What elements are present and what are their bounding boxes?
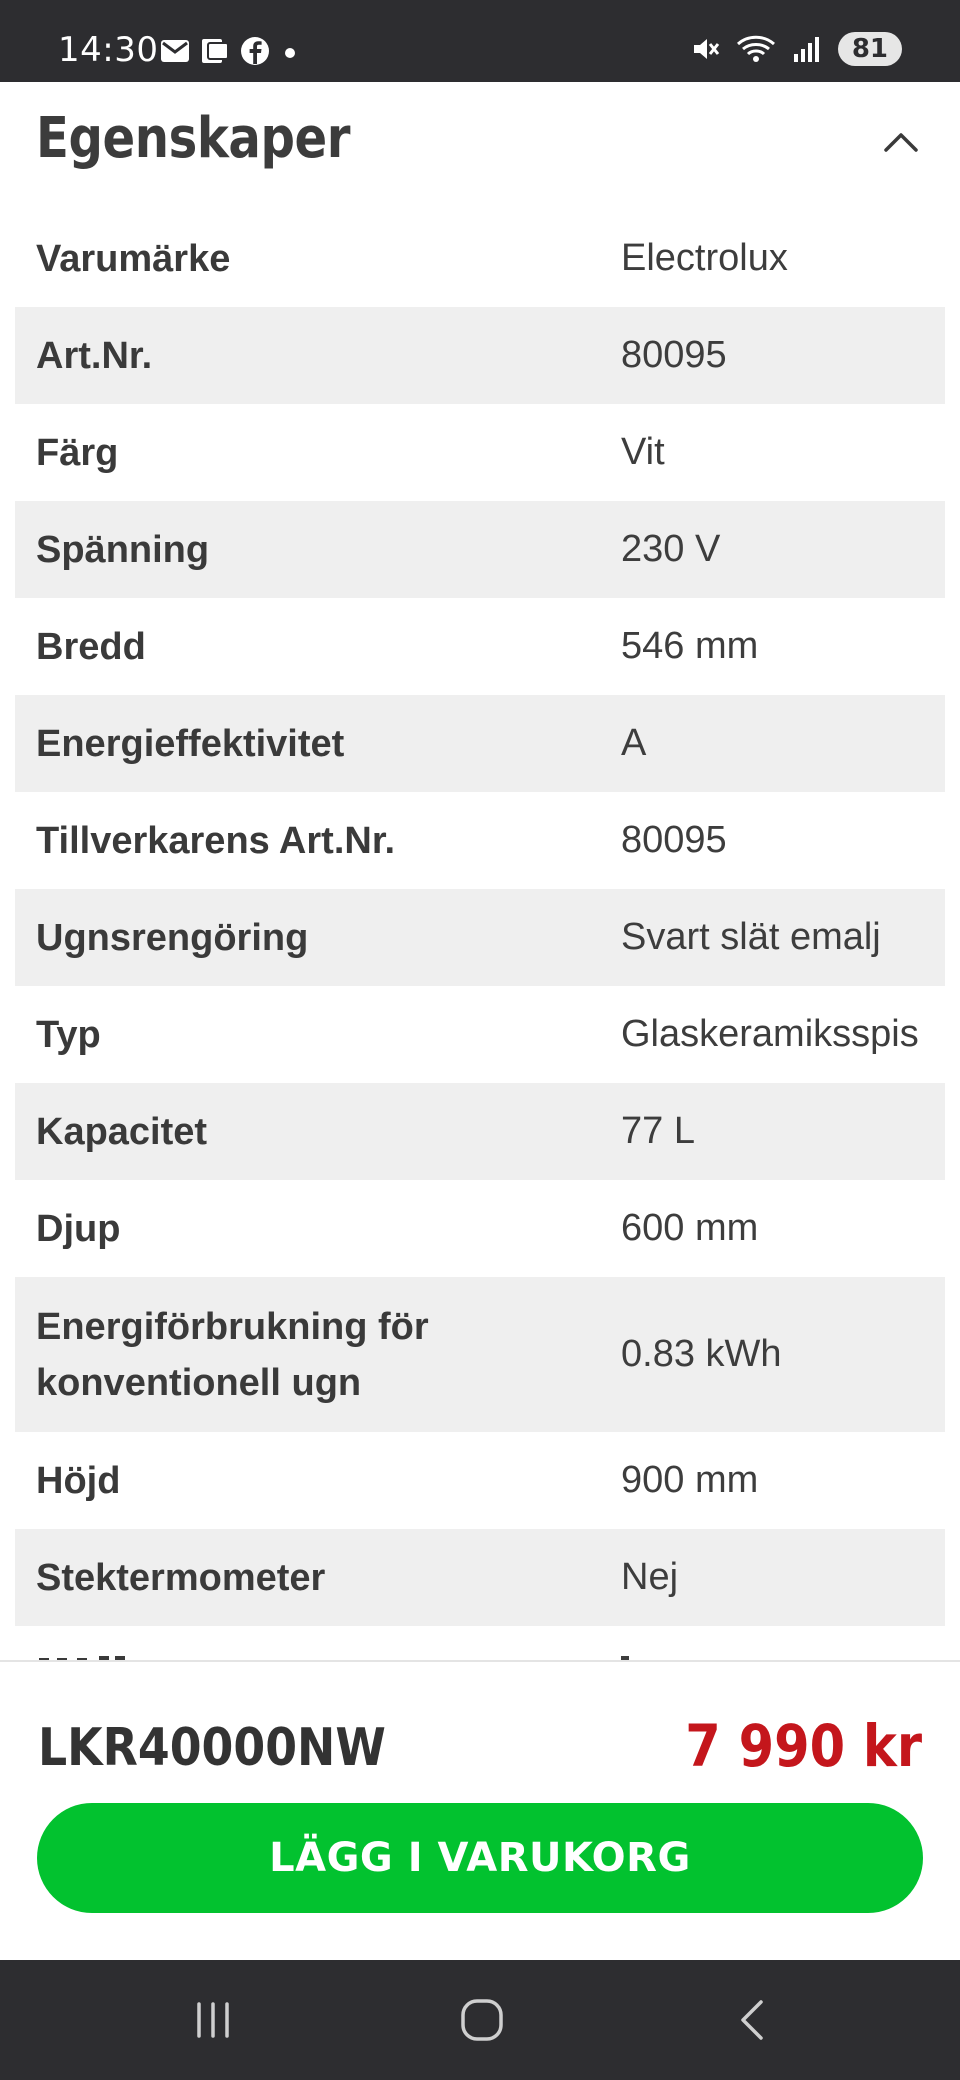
status-time: 14:30 bbox=[58, 30, 159, 70]
table-row bbox=[15, 1083, 945, 1180]
dot-icon bbox=[280, 41, 300, 61]
table-row bbox=[15, 598, 945, 695]
spec-label: Typ bbox=[36, 1013, 101, 1056]
table-row bbox=[15, 1180, 945, 1277]
spec-label: Varumärke bbox=[36, 237, 231, 280]
properties-table bbox=[15, 210, 945, 1626]
add-to-cart-button[interactable]: LÄGG I VARUKORG bbox=[37, 1803, 923, 1913]
mail-icon bbox=[160, 38, 190, 64]
facebook-icon bbox=[240, 36, 270, 66]
spec-value: 0.83 kWh bbox=[621, 1333, 782, 1375]
recent-apps-icon[interactable] bbox=[183, 1990, 243, 2050]
table-row bbox=[15, 1432, 945, 1529]
spec-value: A bbox=[621, 722, 647, 764]
table-row bbox=[15, 889, 945, 986]
section-title: Egenskaper bbox=[36, 106, 351, 171]
spec-value: 80095 bbox=[621, 334, 727, 376]
spec-value: 900 mm bbox=[621, 1459, 759, 1501]
table-row bbox=[15, 986, 945, 1083]
spec-value: Nej bbox=[621, 1556, 679, 1598]
home-icon[interactable] bbox=[452, 1990, 512, 2050]
system-icons bbox=[690, 32, 902, 66]
spec-value: Electrolux bbox=[621, 237, 788, 279]
spec-label: Energieffektivitet bbox=[36, 722, 345, 765]
spec-value: 80095 bbox=[621, 819, 727, 861]
notification-icons bbox=[160, 36, 300, 66]
spec-value: 77 L bbox=[621, 1110, 695, 1152]
sim-card-icon bbox=[200, 37, 230, 65]
table-row bbox=[15, 792, 945, 889]
properties-section-header[interactable] bbox=[0, 82, 960, 222]
table-row bbox=[15, 501, 945, 598]
battery-level: 81 bbox=[838, 32, 902, 66]
table-row bbox=[15, 404, 945, 501]
purchase-bar bbox=[0, 1660, 960, 1960]
spec-value: 230 V bbox=[621, 528, 721, 570]
chevron-up-icon[interactable] bbox=[876, 118, 926, 168]
back-icon[interactable] bbox=[723, 1990, 783, 2050]
spec-label: Art.Nr. bbox=[36, 334, 153, 377]
spec-label: Energiförbrukning för konventionell ugn bbox=[36, 1305, 429, 1404]
spec-label: Kapacitet bbox=[36, 1110, 208, 1153]
table-row bbox=[15, 210, 945, 307]
mute-icon bbox=[690, 34, 720, 64]
spec-label: Färg bbox=[36, 431, 119, 474]
spec-value: Glaskeramiksspis bbox=[621, 1013, 919, 1055]
table-row bbox=[15, 695, 945, 792]
product-code: LKR40000NW bbox=[38, 1718, 386, 1778]
spec-label: Bredd bbox=[36, 625, 146, 668]
spec-label: Ugnsrengöring bbox=[36, 916, 309, 959]
signal-icon bbox=[792, 34, 822, 64]
spec-label: Djup bbox=[36, 1207, 121, 1250]
table-row bbox=[15, 1529, 945, 1626]
spec-value: 600 mm bbox=[621, 1207, 759, 1249]
spec-value: Vit bbox=[621, 431, 665, 473]
spec-label: Stektermometer bbox=[36, 1556, 326, 1599]
spec-label: Höjd bbox=[36, 1459, 121, 1502]
spec-value: Svart slät emalj bbox=[621, 916, 881, 958]
table-row bbox=[15, 307, 945, 404]
spec-label: Spänning bbox=[36, 528, 210, 571]
table-row bbox=[15, 1277, 945, 1432]
system-navigation-bar bbox=[0, 1960, 960, 2080]
status-bar bbox=[0, 0, 960, 82]
wifi-icon bbox=[736, 34, 776, 64]
product-price: 7 990 kr bbox=[685, 1712, 922, 1780]
spec-label: Tillverkarens Art.Nr. bbox=[36, 819, 396, 862]
spec-value: 546 mm bbox=[621, 625, 759, 667]
